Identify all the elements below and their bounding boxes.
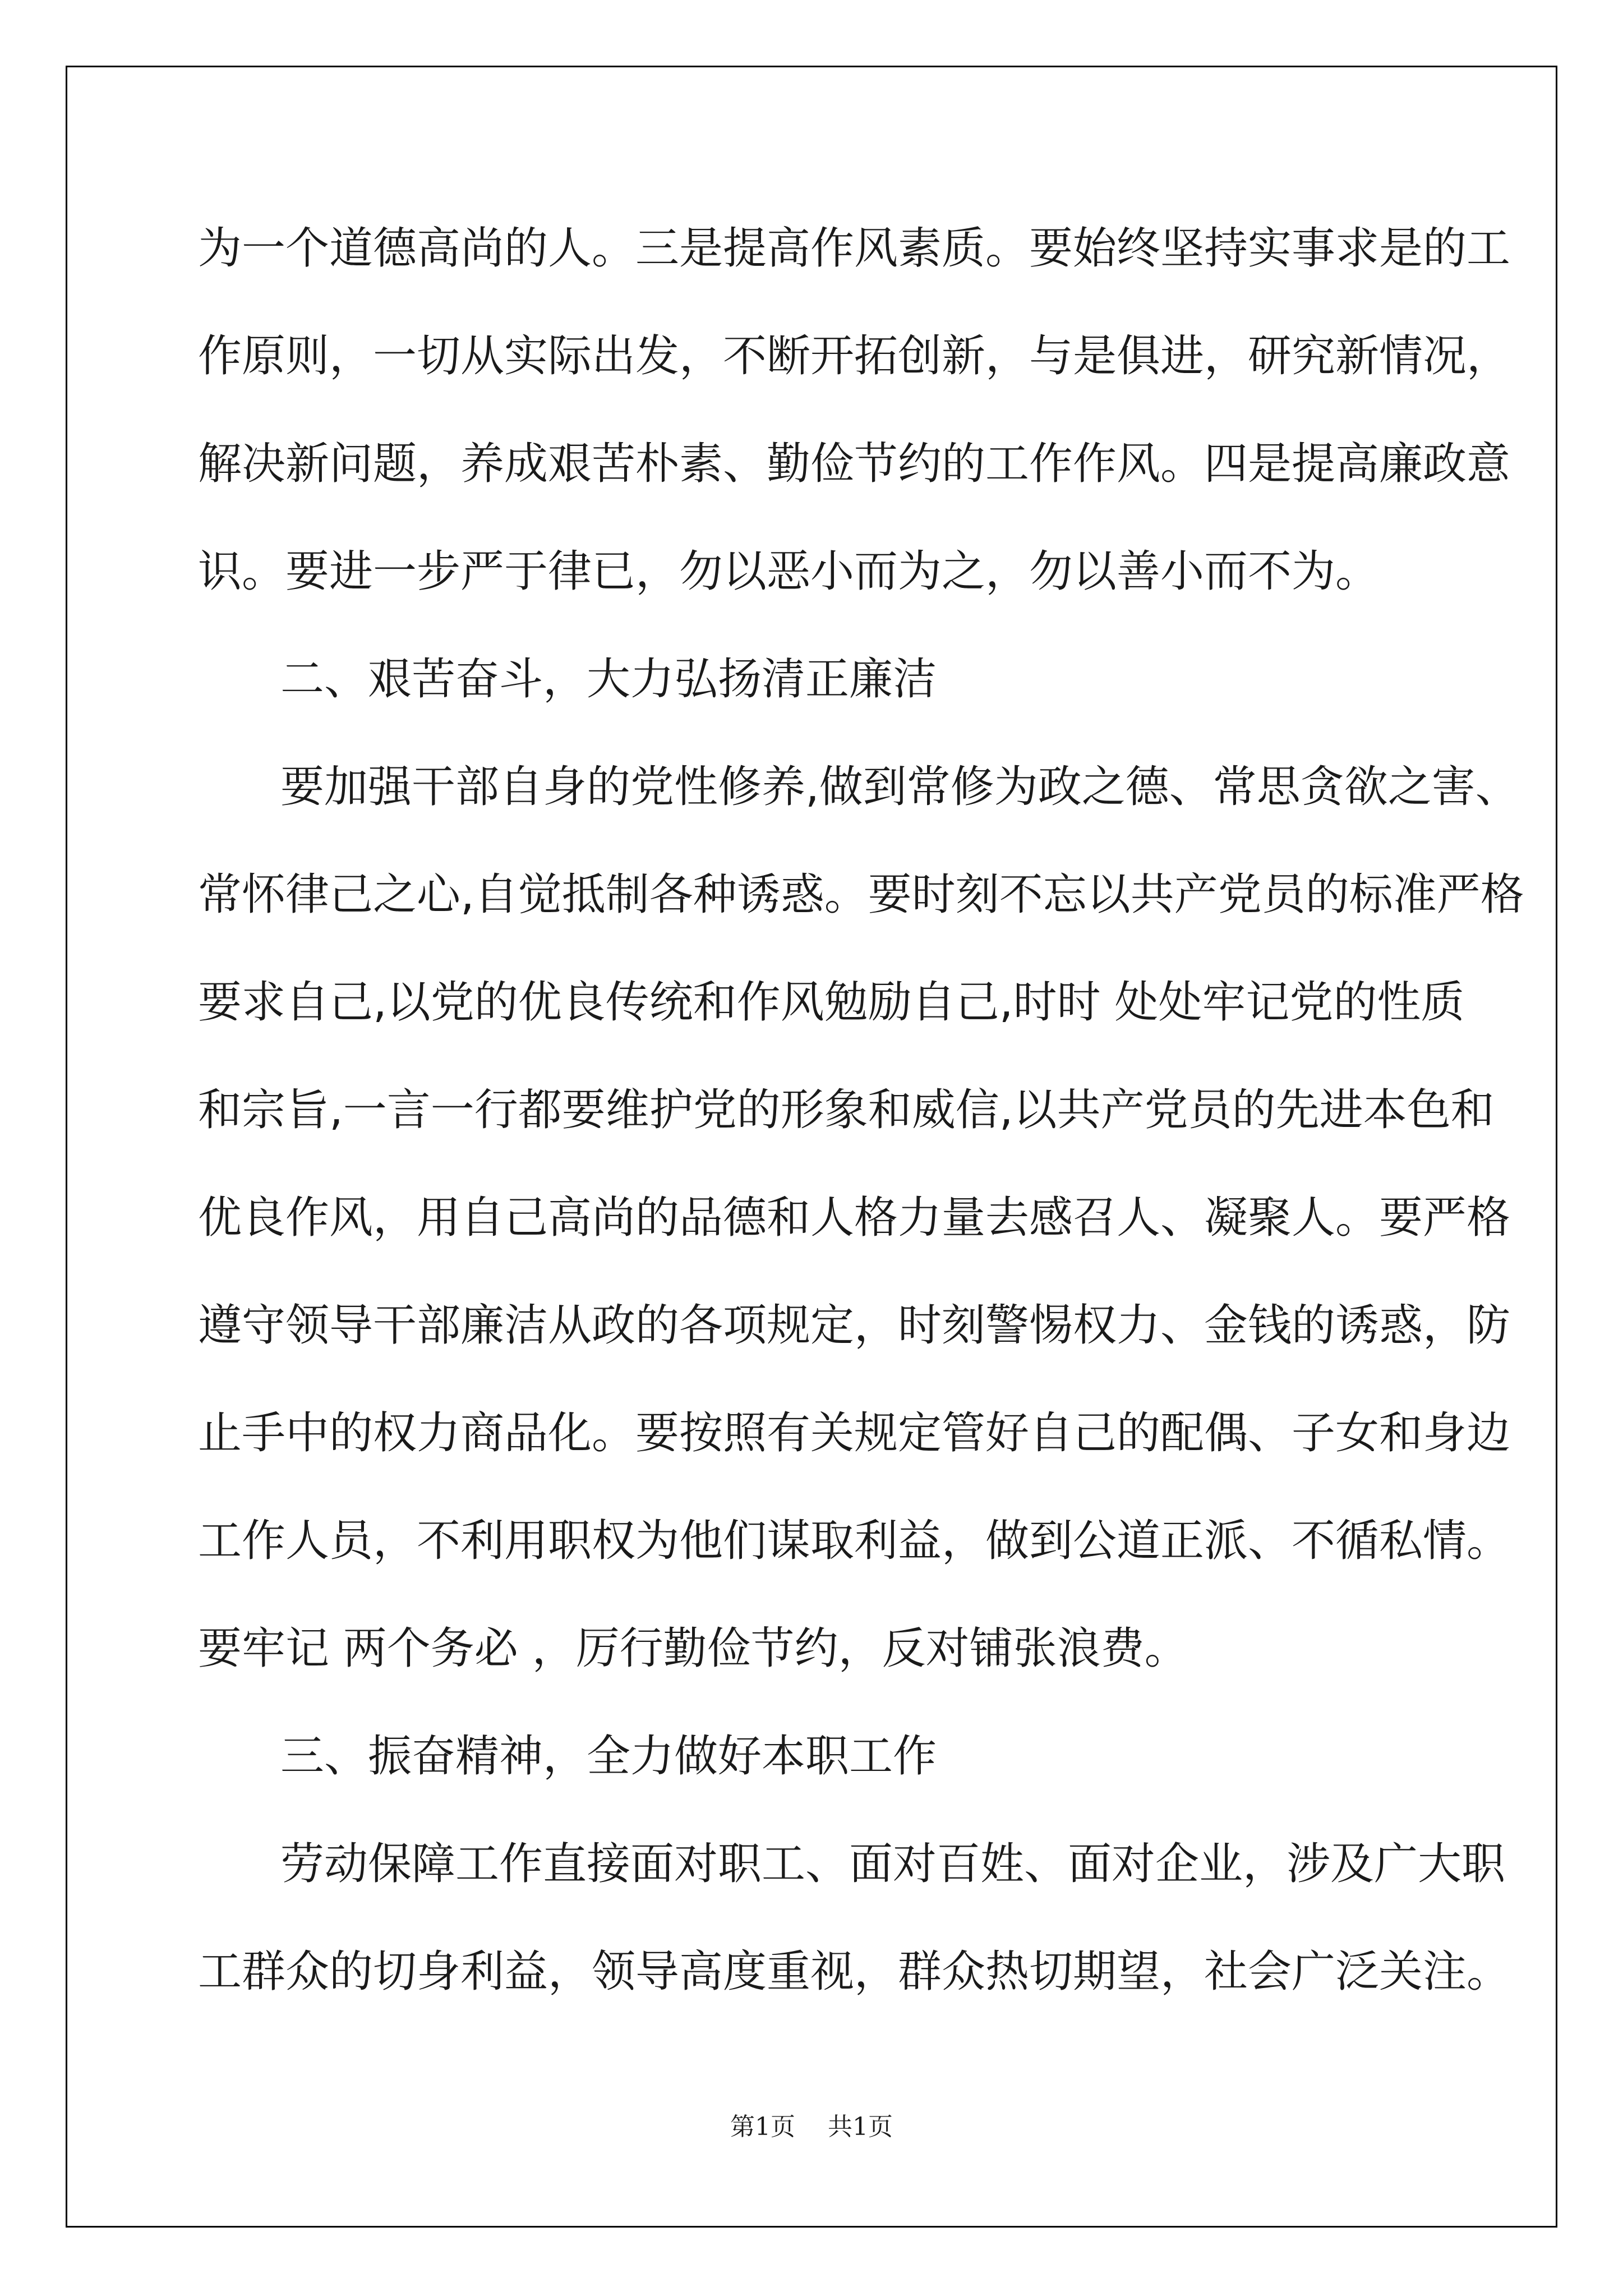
section-heading: 二、艰苦奋斗，大力弘扬清正廉洁 — [280, 654, 937, 705]
body-text-line: 识。要进一步严于律已，勿以恶小而为之，勿以善小而不为。 — [198, 546, 1380, 597]
body-text-line: 要牢记 两个务必 ，厉行勤俭节约，反对铺张浪费。 — [198, 1623, 1188, 1674]
body-text-line: 要求自己,以党的优良传统和作风勉励自己,时时 处处牢记党的性质 — [198, 977, 1465, 1028]
page-footer — [0, 2106, 1623, 2142]
body-text-line: 常怀律己之心,自觉抵制各种诱惑。要时刻不忘以共产党员的标准严格 — [198, 869, 1524, 920]
body-text-line: 劳动保障工作直接面对职工、面对百姓、面对企业，涉及广大职 — [280, 1839, 1506, 1889]
body-text-line: 为一个道德高尚的人。三是提高作风素质。要始终坚持实事求是的工 — [198, 223, 1511, 274]
page-total: 共1页 — [828, 2113, 893, 2141]
body-text-line: 解决新问题，养成艰苦朴素、勤俭节约的工作作风。四是提高廉政意 — [198, 439, 1511, 489]
body-text-line: 作原则，一切从实际出发，不断开拓创新，与是俱进，研究新情况， — [198, 331, 1511, 381]
body-text-line: 和宗旨,一言一行都要维护党的形象和威信,以共产党员的先进本色和 — [198, 1085, 1495, 1135]
page-number: 第1页 — [730, 2113, 795, 2141]
body-text-line: 止手中的权力商品化。要按照有关规定管好自己的配偶、子女和身边 — [198, 1408, 1511, 1458]
section-heading: 三、振奋精神，全力做好本职工作 — [280, 1731, 937, 1782]
body-text-line: 要加强干部自身的党性修养,做到常修为政之德、常思贪欲之害、 — [280, 762, 1519, 812]
page-border — [66, 66, 1557, 2228]
body-text-line: 遵守领导干部廉洁从政的各项规定，时刻警惕权力、金钱的诱惑，防 — [198, 1300, 1511, 1351]
body-text-line: 优良作风，用自己高尚的品德和人格力量去感召人、凝聚人。要严格 — [198, 1193, 1511, 1243]
body-text-line: 工群众的切身利益，领导高度重视，群众热切期望，社会广泛关注。 — [198, 1947, 1511, 1997]
body-text-line: 工作人员，不利用职权为他们谋取利益，做到公道正派、不循私情。 — [198, 1516, 1511, 1566]
